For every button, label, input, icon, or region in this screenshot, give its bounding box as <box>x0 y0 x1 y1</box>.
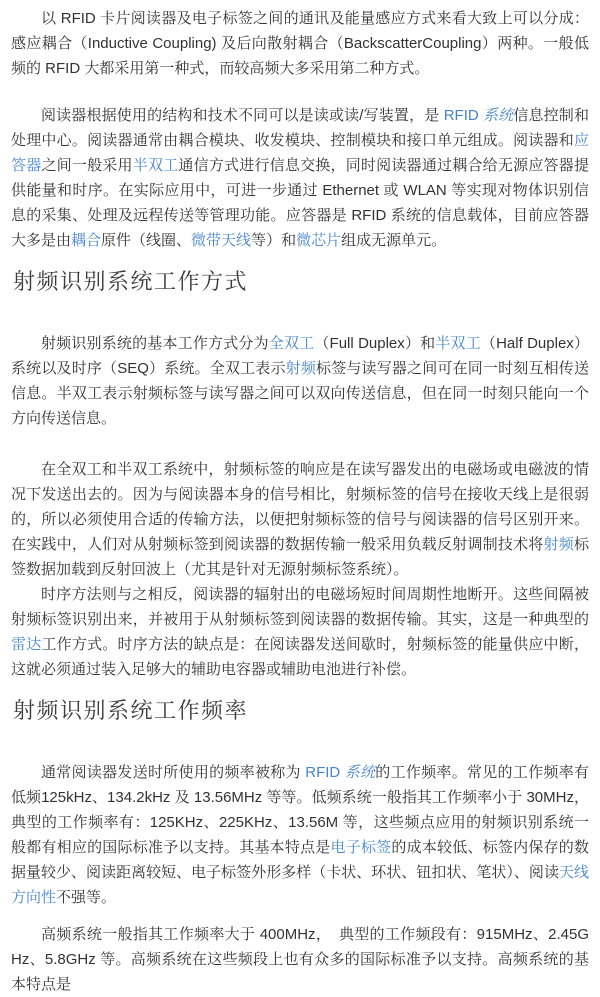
text-run: 的工作频率。常见的工作频率有低频125kHz、134.2kHz 及 13.56MHz 等等。低频系统一般指其工作频率小于 30MHz，典型的工作频率有：125KHz、225KHz、13.56M 等，这些频点应用的射频识别系统一般都有相应的国际标准予以支持。其基本特点是 <box>11 764 589 856</box>
inline-link[interactable]: 雷达 <box>11 636 42 653</box>
text-run: 以 RFID 卡片阅读器及电子标签之间的通讯及能量感应方式来看大致上可以分成：感应耦合（Inductive Coupling) 及后向散射耦合（BackscatterCoupling）两种。一般低频的 RFID 大都采用第一种式，而较高频大多采用第二种方式。 <box>11 10 589 77</box>
text-run: 通常阅读器发送时所使用的频率被称为 <box>41 764 306 781</box>
section-heading-work-frequency: 射频识别系统工作频率 <box>13 698 249 723</box>
text-run: 原件（线圈、 <box>101 232 192 249</box>
inline-link[interactable]: 半双工 <box>435 335 481 352</box>
text-run: 通信方式进行信息交换，同时阅读器通过耦合给无源应答器提供能量和时序。在实际应用中，可进一步通过 Ethernet 或 WLAN 等实现对物体识别信息的采集、处理及远程传送等管理功能。应答器是 RFID 系统的信息载体，目前应答器大多是由 <box>11 157 589 249</box>
inline-link[interactable]: 系统 <box>483 107 514 124</box>
paragraph-duplex-response <box>11 457 589 582</box>
section-heading-work-mode: 射频识别系统工作方式 <box>13 269 249 294</box>
text-run: 等）和 <box>251 232 297 249</box>
text-run: 阅读器根据使用的结构和技术不同可以是读或读/写装置，是 <box>41 107 444 124</box>
text-run: （Half Duplex）系统以及时序（SEQ）系统。全双工表示 <box>11 335 589 377</box>
inline-link[interactable]: 射频 <box>543 536 574 553</box>
inline-link[interactable]: 射频 <box>285 360 317 377</box>
text-run: 不强等。 <box>56 889 117 906</box>
text-run: 的成本较低、标签内保存的数据量较少、阅读距离较短、电子标签外形多样（卡状、环状、钮扣状、笔状）、阅读 <box>11 839 589 881</box>
inline-link[interactable]: RFID <box>443 107 484 124</box>
text-run: 信息控制和处理中心。阅读器通常由耦合模块、收发模块、控制模块和接口单元组成。阅读器和 <box>11 107 589 149</box>
text-run: 组成无源单元。 <box>341 232 447 249</box>
inline-link[interactable]: 耦合 <box>71 232 102 249</box>
inline-link[interactable]: 应答器 <box>11 132 589 174</box>
inline-link[interactable]: 系统 <box>344 764 376 781</box>
inline-link[interactable]: 电子标签 <box>330 839 392 856</box>
text-run: 高频系统一般指其工作频率大于 400MHz， 典型的工作频段有：915MHz、2.45GHz、5.8GHz 等。高频系统在这些频段上也有众多的国际标准予以支持。高频系统的基本特点是 <box>11 926 589 993</box>
paragraph-reader-structure <box>11 103 589 253</box>
text-run: 在全双工和半双工系统中，射频标签的响应是在读写器发出的电磁场或电磁波的情况下发送出去的。因为与阅读器本身的信号相比，射频标签的信号在接收天线上是很弱的，所以必须使用合适的传输方法，以便把射频标签的信号与阅读器的信号区别开来。在实践中，人们对从射频标签到阅读器的数据传输一般采用负载反射调制技术将 <box>11 461 589 553</box>
text-run: 标签数据加载到反射回波上（尤其是针对无源射频标签系统）。 <box>11 536 589 578</box>
inline-link[interactable]: 微带天线 <box>191 232 252 249</box>
inline-link[interactable]: 天线方向性 <box>11 864 589 906</box>
paragraph-high-frequency <box>11 922 589 997</box>
paragraph-duplex-types <box>11 331 589 431</box>
inline-link[interactable]: 微芯片 <box>296 232 342 249</box>
paragraph-low-frequency <box>11 760 589 910</box>
paragraph-seq-method <box>11 582 589 682</box>
text-run: 工作方式。时序方法的缺点是：在阅读器发送间歇时，射频标签的能量供应中断，这就必须通过装入足够大的辅助电容器或辅助电池进行补偿。 <box>11 636 589 678</box>
text-run: 之间一般采用 <box>41 157 133 174</box>
text-run: 时序方法则与之相反，阅读器的辐射出的电磁场短时间周期性地断开。这些间隔被射频标签识别出来，并被用于从射频标签到阅读器的数据传输。其实，这是一种典型的 <box>11 586 589 628</box>
inline-link[interactable]: 全双工 <box>268 335 315 352</box>
inline-link[interactable]: 半双工 <box>132 157 179 174</box>
text-run: 射频识别系统的基本工作方式分为 <box>41 335 269 352</box>
text-run: 标签与读写器之间可在同一时刻互相传送信息。半双工表示射频标签与读写器之间可以双向传送信息，但在同一时刻只能向一个方向传送信息。 <box>11 360 589 427</box>
inline-link[interactable]: RFID <box>305 764 345 781</box>
text-run: （Full Duplex）和 <box>314 335 436 352</box>
paragraph-rfid-coupling-types <box>11 6 589 81</box>
